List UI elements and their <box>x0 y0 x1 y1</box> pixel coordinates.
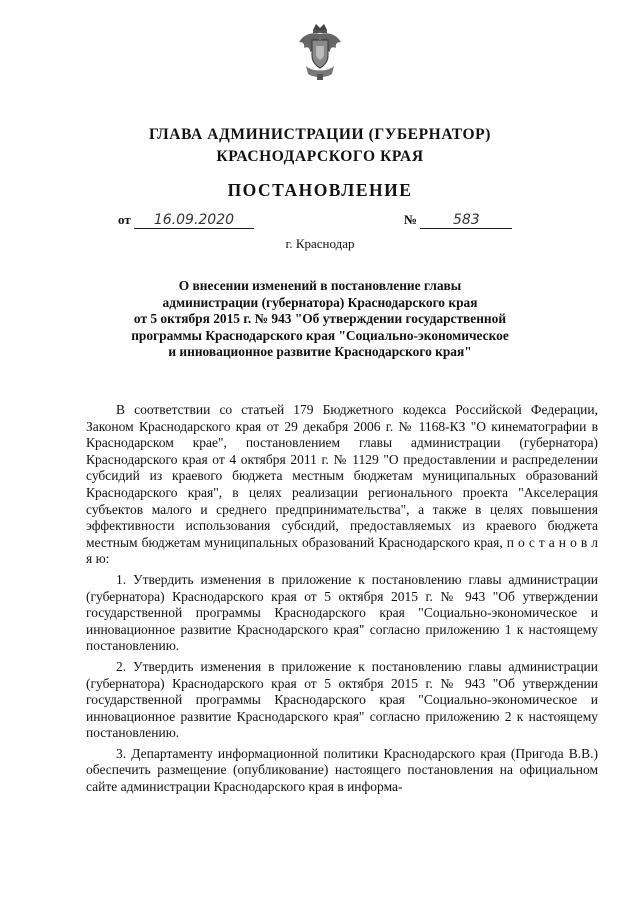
authority-title-line1: ГЛАВА АДМИНИСТРАЦИИ (ГУБЕРНАТОР) <box>149 126 491 143</box>
title-line: и инновационное развитие Краснодарского края" <box>168 344 472 360</box>
date-prefix: от <box>118 212 131 227</box>
document-type: ПОСТАНОВЛЕНИЕ <box>227 180 413 200</box>
body-paragraph-preamble: В соответствии со статьей 179 Бюджетного кодекса Российской Федерации, Законом Краснодарского края от 29 декабря 2006 г. № 1168-КЗ "О кинематографии в Краснодарском крае", постановлением главы администрации (губернатора) Краснодарского края от 4 октября 2011 г. № 1129 "О предоставлении и распределении субсидий из краевого бюджета местным бюджетам муниципальных образований Краснодарского края", в целях реализации регионального проекта "Акселерация субъектов малого и среднего предпринимательства", а также в целях повышения эффективности использования субсидий, предоставляемых из краевого бюджета местным бюджетам муниципальных образований Краснодарского края, п о с т а н о в л я ю: <box>86 402 598 567</box>
number-prefix: № <box>404 212 418 227</box>
title-line: от 5 октября 2015 г. № 943 "Об утверждении государственной <box>133 311 507 327</box>
body-paragraph-item-2: 2. Утвердить изменения в приложение к постановлению главы администрации (губернатора) Краснодарского края от 5 октября 2015 г. № 943 "Об утверждении государственной программы Краснодарского края "Социально-экономическое и инновационное развитие Краснодарского края" согласно приложению 2 к настоящему постановлению. <box>86 658 598 741</box>
number-value: 583 <box>420 212 512 229</box>
authority-title-line2: КРАСНОДАРСКОГО КРАЯ <box>216 148 424 165</box>
body-paragraph-item-3: 3. Департаменту информационной политики Краснодарского края (Пригода В.В.) обеспечить размещение (опубликование) настоящего постановления на официальном сайте администрации Краснодарского края в информа- <box>86 745 598 795</box>
date-value: 16.09.2020 <box>134 212 254 229</box>
document-number <box>404 212 512 229</box>
city-line: г. Краснодар <box>285 236 355 251</box>
body-paragraph-item-1: 1. Утвердить изменения в приложение к постановлению главы администрации (губернатора) Краснодарского края от 5 октября 2015 г. № 943 "Об утверждении государственной программы Краснодарского края "Социально-экономическое и инновационное развитие Краснодарского края" согласно приложению 1 к настоящему постановлению. <box>86 571 598 654</box>
title-line: О внесении изменений в постановление главы <box>178 278 462 293</box>
title-line: программы Краснодарского края "Социально-экономическое <box>131 327 509 343</box>
document-body <box>86 402 598 800</box>
document-date <box>118 212 254 229</box>
title-line: администрации (губернатора) Краснодарского края <box>162 294 478 310</box>
document-title <box>110 278 530 361</box>
coat-of-arms-icon <box>296 20 344 82</box>
